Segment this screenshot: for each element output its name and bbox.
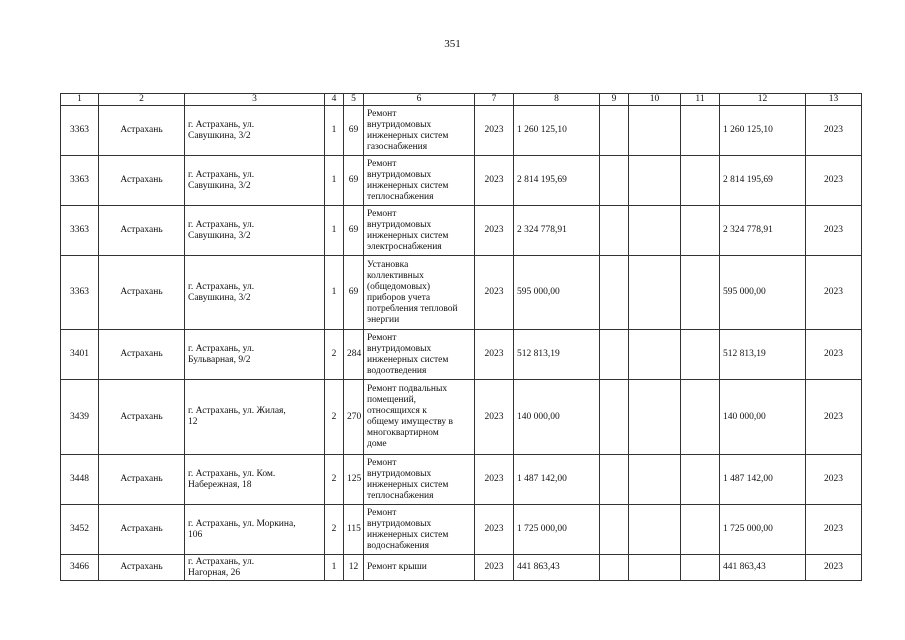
cell-line: электроснабжения [367, 241, 442, 252]
cell-line: инженерных систем [367, 130, 449, 141]
address-cell [185, 380, 325, 455]
completion-year-cell: 2023 [806, 106, 862, 156]
apartments-cell: 284 [344, 330, 364, 380]
municipality-cell: Астрахань [99, 206, 185, 256]
object-number-cell: 3363 [61, 156, 99, 206]
completion-year-cell: 2023 [806, 455, 862, 505]
table-row [61, 256, 862, 330]
cell-line: водоотведения [367, 365, 427, 376]
completion-year-cell: 2023 [806, 330, 862, 380]
object-number-cell: 3466 [61, 555, 99, 581]
year-cell: 2023 [475, 455, 514, 505]
empty-cell [600, 106, 629, 156]
completion-year-cell: 2023 [806, 156, 862, 206]
completion-year-cell: 2023 [806, 505, 862, 555]
column-header: 11 [681, 94, 720, 106]
column-header: 8 [514, 94, 600, 106]
category-cell: 1 [325, 256, 344, 330]
column-header: 5 [344, 94, 364, 106]
year-cell: 2023 [475, 380, 514, 455]
cell-line: г. Астрахань, ул. [188, 119, 255, 130]
column-header: 6 [364, 94, 475, 106]
category-cell: 1 [325, 156, 344, 206]
cell-line: 106 [188, 529, 203, 540]
empty-cell [629, 380, 681, 455]
table-row [61, 380, 862, 455]
empty-cell [600, 330, 629, 380]
work-type-cell [364, 156, 475, 206]
apartments-cell: 69 [344, 206, 364, 256]
year-cell: 2023 [475, 106, 514, 156]
year-cell: 2023 [475, 330, 514, 380]
cell-line: внутридомовых [367, 518, 432, 529]
completion-year-cell: 2023 [806, 555, 862, 581]
empty-cell [600, 455, 629, 505]
total-cost-cell: 1 487 142,00 [720, 455, 806, 505]
object-number-cell: 3439 [61, 380, 99, 455]
municipality-cell: Астрахань [99, 106, 185, 156]
cell-line: Савушкина, 3/2 [188, 230, 251, 241]
cell-line: инженерных систем [367, 479, 449, 490]
cost-cell: 2 324 778,91 [514, 206, 600, 256]
column-header: 2 [99, 94, 185, 106]
cell-line: Савушкина, 3/2 [188, 180, 251, 191]
total-cost-cell: 2 324 778,91 [720, 206, 806, 256]
object-number-cell: 3363 [61, 206, 99, 256]
cell-line: коллективных [367, 270, 424, 281]
municipality-cell: Астрахань [99, 505, 185, 555]
object-number-cell: 3452 [61, 505, 99, 555]
cell-line: Ремонт [367, 208, 397, 219]
cell-line: Установка [367, 259, 409, 270]
cell-line: многоквартирном [367, 428, 439, 438]
cell-line: Набережная, 18 [188, 479, 252, 490]
cell-line: потребления тепловой [367, 303, 458, 314]
address-cell [185, 555, 325, 581]
cell-line: внутридомовых [367, 343, 432, 354]
cell-line: Ремонт [367, 108, 397, 119]
cell-line: водоснабжения [367, 540, 430, 551]
cell-line: Ремонт [367, 158, 397, 169]
cell-line: относящихся к [367, 406, 427, 416]
category-cell: 1 [325, 206, 344, 256]
municipality-cell: Астрахань [99, 380, 185, 455]
completion-year-cell: 2023 [806, 380, 862, 455]
cost-cell: 2 814 195,69 [514, 156, 600, 206]
address-cell [185, 330, 325, 380]
empty-cell [629, 455, 681, 505]
completion-year-cell: 2023 [806, 256, 862, 330]
empty-cell [681, 256, 720, 330]
cell-line: общему имуществу в [367, 417, 454, 427]
object-number-cell: 3401 [61, 330, 99, 380]
empty-cell [681, 330, 720, 380]
empty-cell [629, 156, 681, 206]
empty-cell [629, 505, 681, 555]
cell-line: г. Астрахань, ул. Жилая, [188, 406, 286, 416]
apartments-cell: 125 [344, 455, 364, 505]
address-cell [185, 256, 325, 330]
category-cell: 2 [325, 330, 344, 380]
empty-cell [681, 380, 720, 455]
cost-cell: 1 487 142,00 [514, 455, 600, 505]
empty-cell [681, 455, 720, 505]
cell-line: внутридомовых [367, 169, 432, 180]
category-cell: 2 [325, 380, 344, 455]
work-type-cell [364, 256, 475, 330]
year-cell: 2023 [475, 555, 514, 581]
object-number-cell: 3448 [61, 455, 99, 505]
cell-line: внутридомовых [367, 219, 432, 230]
empty-cell [681, 106, 720, 156]
apartments-cell: 69 [344, 256, 364, 330]
column-header: 13 [806, 94, 862, 106]
total-cost-cell: 512 813,19 [720, 330, 806, 380]
cell-line: Ремонт [367, 507, 397, 518]
completion-year-cell: 2023 [806, 206, 862, 256]
total-cost-cell: 140 000,00 [720, 380, 806, 455]
total-cost-cell: 595 000,00 [720, 256, 806, 330]
object-number-cell: 3363 [61, 106, 99, 156]
cell-line: инженерных систем [367, 354, 449, 365]
work-type-cell [364, 380, 475, 455]
cell-line: Ремонт [367, 332, 397, 343]
address-cell [185, 106, 325, 156]
municipality-cell: Астрахань [99, 455, 185, 505]
cell-line: Нагорная, 26 [188, 567, 241, 578]
total-cost-cell: 1 260 125,10 [720, 106, 806, 156]
total-cost-cell: 1 725 000,00 [720, 505, 806, 555]
work-type-cell [364, 206, 475, 256]
year-cell: 2023 [475, 505, 514, 555]
cell-line: г. Астрахань, ул. Моркина, [188, 518, 296, 529]
empty-cell [681, 156, 720, 206]
header-row [61, 94, 862, 106]
empty-cell [629, 330, 681, 380]
table-row [61, 505, 862, 555]
cell-line: Савушкина, 3/2 [188, 130, 251, 141]
total-cost-cell: 441 863,43 [720, 555, 806, 581]
column-header: 4 [325, 94, 344, 106]
cell-line: г. Астрахань, ул. [188, 343, 255, 354]
cost-cell: 1 725 000,00 [514, 505, 600, 555]
table-row [61, 156, 862, 206]
total-cost-cell: 2 814 195,69 [720, 156, 806, 206]
object-number-cell: 3363 [61, 256, 99, 330]
work-type-cell [364, 106, 475, 156]
empty-cell [681, 206, 720, 256]
cell-line: Ремонт подвальных [367, 384, 448, 394]
cell-line: приборов учета [367, 292, 431, 303]
year-cell: 2023 [475, 256, 514, 330]
cell-line: внутридомовых [367, 119, 432, 130]
cell-line: теплоснабжения [367, 191, 434, 202]
empty-cell [629, 106, 681, 156]
empty-cell [600, 555, 629, 581]
cell-line: г. Астрахань, ул. Ком. [188, 468, 276, 479]
work-type-cell [364, 455, 475, 505]
address-cell [185, 156, 325, 206]
empty-cell [600, 156, 629, 206]
empty-cell [681, 555, 720, 581]
cell-line: инженерных систем [367, 180, 449, 191]
table-row [61, 330, 862, 380]
apartments-cell: 69 [344, 106, 364, 156]
cell-line: (общедомовых) [367, 281, 431, 292]
cell-line: Савушкина, 3/2 [188, 292, 251, 303]
cell-line: инженерных систем [367, 529, 449, 540]
cost-cell: 512 813,19 [514, 330, 600, 380]
cell-line: энергии [367, 314, 400, 325]
empty-cell [600, 256, 629, 330]
cell-line: г. Астрахань, ул. [188, 169, 255, 180]
table-row [61, 455, 862, 505]
year-cell: 2023 [475, 156, 514, 206]
table-row [61, 206, 862, 256]
apartments-cell: 270 [344, 380, 364, 455]
empty-cell [629, 555, 681, 581]
category-cell: 1 [325, 555, 344, 581]
table-row [61, 106, 862, 156]
column-header: 9 [600, 94, 629, 106]
page-number: 351 [444, 38, 461, 50]
column-header: 3 [185, 94, 325, 106]
municipality-cell: Астрахань [99, 156, 185, 206]
table-body [61, 106, 862, 581]
municipality-cell: Астрахань [99, 330, 185, 380]
category-cell: 1 [325, 106, 344, 156]
cost-cell: 441 863,43 [514, 555, 600, 581]
cost-cell: 1 260 125,10 [514, 106, 600, 156]
table-row [61, 555, 862, 581]
empty-cell [681, 505, 720, 555]
cell-line: 12 [188, 417, 198, 427]
empty-cell [629, 206, 681, 256]
work-type-cell [364, 555, 475, 581]
empty-cell [600, 206, 629, 256]
category-cell: 2 [325, 455, 344, 505]
empty-cell [629, 256, 681, 330]
address-cell [185, 505, 325, 555]
cell-line: помещений, [367, 395, 417, 405]
column-header: 10 [629, 94, 681, 106]
municipality-cell: Астрахань [99, 256, 185, 330]
cell-line: г. Астрахань, ул. [188, 219, 255, 230]
category-cell: 2 [325, 505, 344, 555]
cell-line: Ремонт крыши [367, 562, 427, 572]
cell-line: Бульварная, 9/2 [188, 354, 251, 365]
column-header: 1 [61, 94, 99, 106]
cell-line: Ремонт [367, 457, 397, 468]
cost-cell: 140 000,00 [514, 380, 600, 455]
year-cell: 2023 [475, 206, 514, 256]
apartments-cell: 115 [344, 505, 364, 555]
address-cell [185, 455, 325, 505]
cell-line: газоснабжения [367, 141, 428, 152]
address-cell [185, 206, 325, 256]
municipality-cell: Астрахань [99, 555, 185, 581]
cell-line: доме [367, 439, 387, 449]
empty-cell [600, 380, 629, 455]
cell-line: г. Астрахань, ул. [188, 556, 255, 567]
work-type-cell [364, 505, 475, 555]
capital-repair-table [60, 93, 862, 581]
cell-line: г. Астрахань, ул. [188, 281, 255, 292]
cell-line: инженерных систем [367, 230, 449, 241]
work-type-cell [364, 330, 475, 380]
apartments-cell: 69 [344, 156, 364, 206]
cell-line: теплоснабжения [367, 490, 434, 501]
column-header: 7 [475, 94, 514, 106]
cell-line: внутридомовых [367, 468, 432, 479]
apartments-cell: 12 [344, 555, 364, 581]
column-header: 12 [720, 94, 806, 106]
cost-cell: 595 000,00 [514, 256, 600, 330]
empty-cell [600, 505, 629, 555]
